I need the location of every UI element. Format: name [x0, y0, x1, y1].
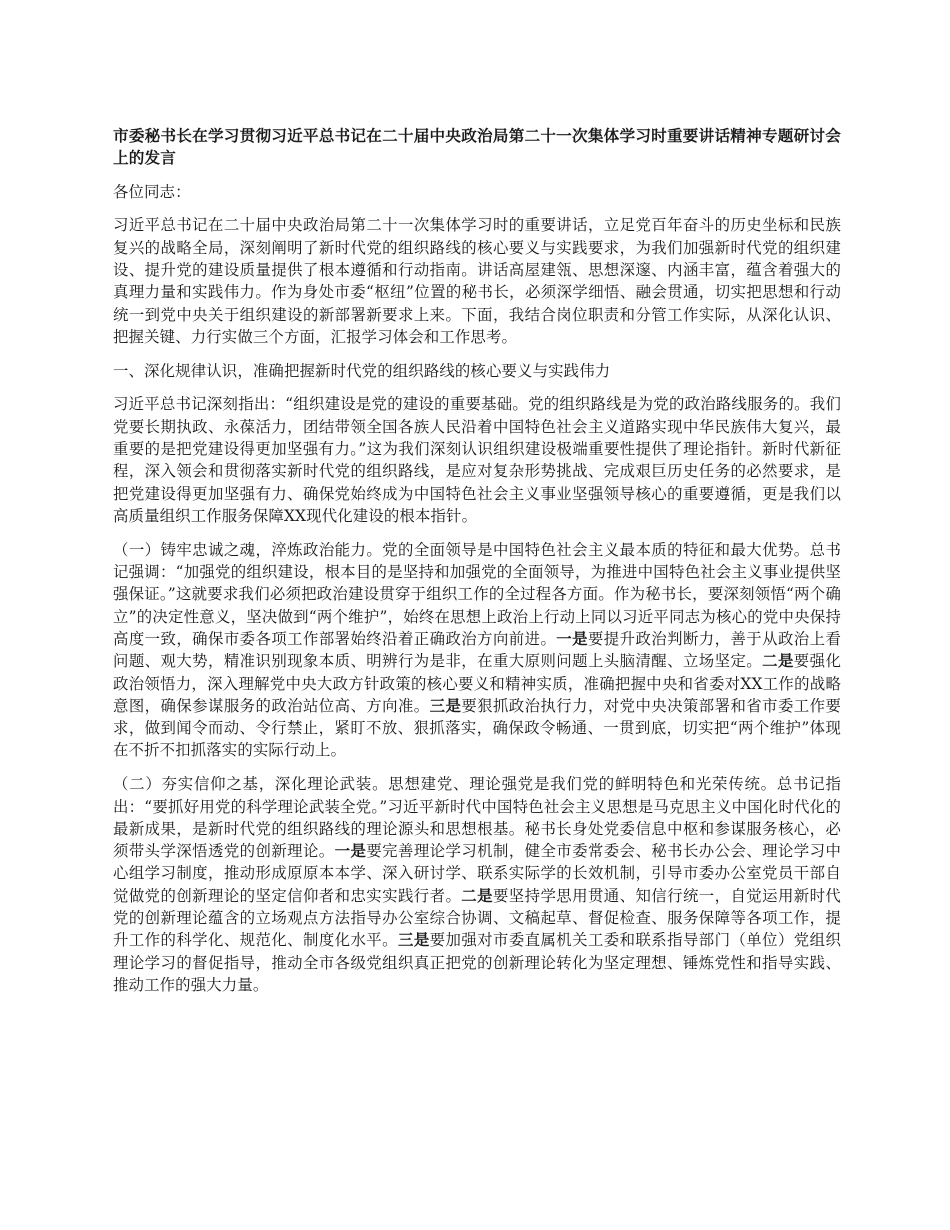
paragraph-text: （二）夯实信仰之基，深化理论武装。思想建党、理论强党是我们党的鲜明特色和光荣传统。总书记指出：“要抓好用党的科学理论武装全党。”习近平新时代中国特色社会主义思想是马克思主义中国化时代化的最新成果，是新时代党的组织路线的理论源头和思想根基。秘书长身处党委信息中枢和参谋服务核心，必须带头学深悟透党的创新理论。	[113, 775, 841, 861]
keyword-third: 三是	[429, 696, 462, 715]
document-page	[113, 125, 841, 1008]
salutation: 各位同志：	[113, 182, 191, 201]
intro-paragraph: 习近平总书记在二十届中央政治局第二十一次集体学习时的重要讲话，立足党百年奋斗的历史坐标和民族复兴的战略全局，深刻阐明了新时代党的组织路线的核心要义与实践要求，为我们加强新时代党的组织建设、提升党的建设质量提供了根本遵循和行动指南。讲话高屋建瓴、思想深邃、内涵丰富，蕴含着强大的真理力量和实践伟力。作为身处市委“枢纽”位置的秘书长，必须深学细悟、融会贯通，切实把思想和行动统一到党中央关于组织建设的新部署新要求上来。下面，我结合岗位职责和分管工作实际，从深化认识、把握关键、力行实做三个方面，汇报学习体会和工作思考。	[113, 216, 841, 346]
document-title: 市委秘书长在学习贯彻习近平总书记在二十届中央政治局第二十一次集体学习时重要讲话精神专题研讨会上的发言	[113, 127, 841, 168]
paragraph-text: （一）铸牢忠诚之魂，淬炼政治能力。党的全面领导是中国特色社会主义最本质的特征和最大优势。总书记强调：“加强党的组织建设，根本目的是坚持和加强党的全面领导，为推进中国特色社会主义事业提供坚强保证。”这就要求我们必须把政治建设贯穿于组织工作的全过程各方面。作为秘书长，要深刻领悟“两个确立”的决定性意义，坚决做到“两个维护”，始终在思想上政治上行动上同以习近平同志为核心的党中央保持高度一致，确保市委各项工作部署始终沿着正确政治方向前进。	[113, 540, 841, 648]
section1-paragraph: 习近平总书记深刻指出：“组织建设是党的建设的重要基础。党的组织路线是为党的政治路线服务的。我们党要长期执政、永葆活力，团结带领全国各族人民沿着中国特色社会主义道路实现中华民族伟大复兴，最重要的是把党建设得更加坚强有力。”这为我们深刻认识组织建设极端重要性提供了理论指针。新时代新征程，深入领会和贯彻落实新时代党的组织路线，是应对复杂形势挑战、完成艰巨历史任务的必然要求，是把党建设得更加坚强有力、确保党始终成为中国特色社会主义事业坚强领导核心的重要遵循，更是我们以高质量组织工作服务保障XX现代化建设的根本指针。	[113, 395, 841, 525]
paragraph-text: 要完善理论学习机制，健全市委常委会、秘书长办公会、理论学习中心组学习制度，推动形成原原本本学、深入研讨学、联系实际学的长效机制，引导市委办公室党员干部自觉做党的创新理论的坚定信仰者和忠实实践行者。	[113, 842, 841, 905]
paragraph-text: 要狠抓政治执行力，对党中央决策部署和省市委工作要求，做到闻令而动、令行禁止，紧盯不放、狠抓落实，确保政令畅通、一贯到底，切实把“两个维护”体现在不折不扣抓落实的实际行动上。	[113, 696, 841, 760]
keyword-first: 一是	[334, 842, 367, 861]
paragraph-text: 要加强对市委直属机关工委和联系指导部门（单位）党组织理论学习的督促指导，推动全市各级党组织真正把党的创新理论转化为坚定理想、锤炼党性和指导实践、推动工作的强大力量。	[113, 931, 841, 994]
subsection-2-paragraph	[113, 773, 841, 996]
keyword-second: 二是	[762, 652, 794, 671]
subsection-1-paragraph	[113, 539, 841, 762]
paragraph-text: 要强化政治领悟力，深入理解党中央大政方针政策的核心要义和精神实质，准确把握中央和省委对XX工作的战略意图，确保参谋服务的政治站位高、方向准。	[113, 652, 842, 715]
keyword-third: 三是	[397, 931, 430, 950]
keyword-second: 二是	[461, 886, 493, 905]
section-heading: 一、深化规律认识，准确把握新时代党的组织路线的核心要义与实践伟力	[113, 361, 611, 380]
paragraph-text: 要坚持学思用贯通、知信行统一，自觉运用新时代党的创新理论蕴含的立场观点方法指导办公室综合协调、文稿起草、督促检查、服务保障等各项工作，提升工作的科学化、规范化、制度化水平。	[113, 886, 841, 950]
paragraph-text: 要提升政治判断力，善于从政治上看问题、观大势，精准识别现象本质、明辨行为是非，在重大原则问题上头脑清醒、立场坚定。	[113, 629, 841, 671]
keyword-first: 一是	[556, 629, 588, 648]
